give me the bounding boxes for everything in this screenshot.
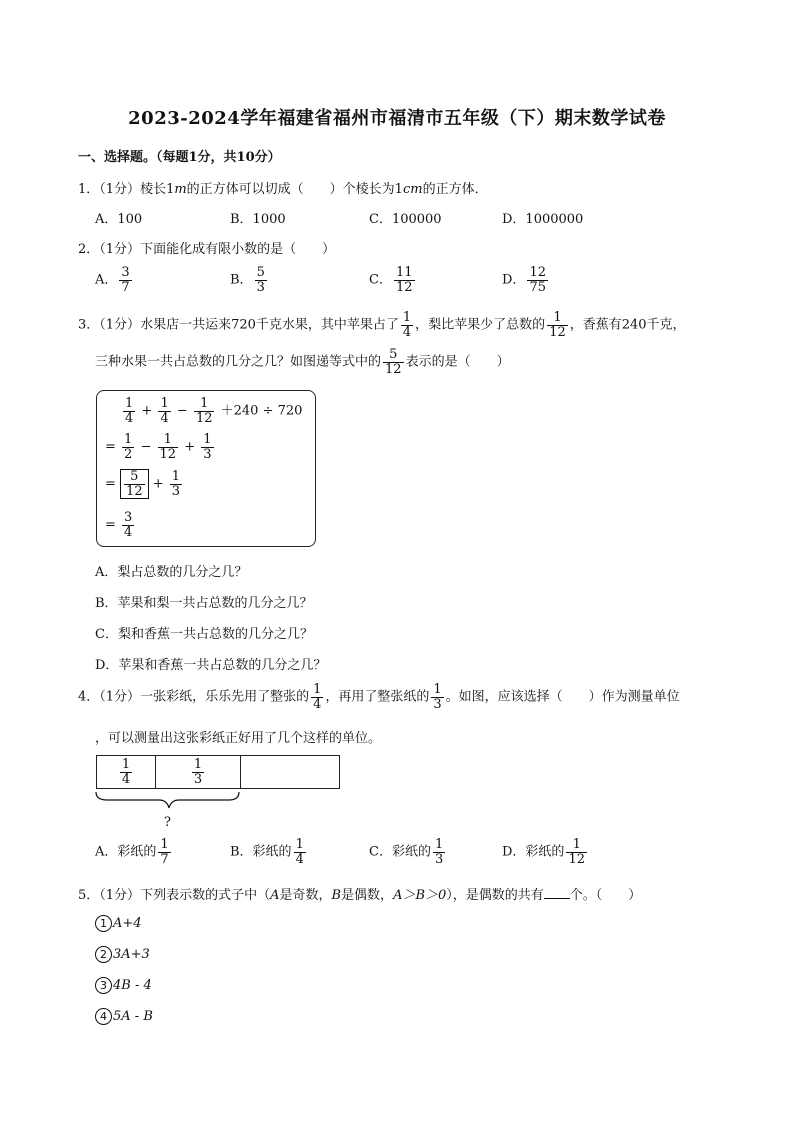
fraction xyxy=(394,266,415,294)
statement-2 xyxy=(95,946,150,963)
strip-segment-third xyxy=(156,756,241,788)
question-text: ，梨比苹果少了总数的 xyxy=(415,317,546,333)
numerator: 1 xyxy=(193,756,203,772)
denominator: 3 xyxy=(433,696,442,712)
denominator: 3 xyxy=(171,483,181,499)
question-2 xyxy=(78,238,335,257)
fraction xyxy=(123,397,135,425)
question-3-line-2 xyxy=(95,348,510,376)
option-c[interactable]: C．梨和香蕉一共占总数的几分之几？ xyxy=(95,627,313,642)
numerator: 1 xyxy=(171,469,181,484)
question-text: 个。（ ） xyxy=(569,888,642,903)
numerator: 1 xyxy=(163,432,172,447)
question-text: 下面能化成有限小数的是（ ） xyxy=(140,242,336,257)
calculation-box xyxy=(96,390,316,547)
question-score: （1分） xyxy=(99,317,141,333)
expression: 3A+3 xyxy=(113,947,150,962)
option-b[interactable]: B．1000 xyxy=(230,212,286,227)
option-a[interactable] xyxy=(95,838,173,866)
option-a[interactable] xyxy=(95,266,134,294)
answer-blank[interactable] xyxy=(544,886,570,899)
option-c[interactable]: C．100000 xyxy=(369,212,442,227)
denominator: 7 xyxy=(121,279,130,295)
question-score: （1分） xyxy=(99,888,141,903)
denominator: 3 xyxy=(434,851,444,867)
fraction xyxy=(201,433,213,461)
numerator: 1 xyxy=(553,310,562,325)
numerator: 11 xyxy=(395,265,413,280)
expression: A+4 xyxy=(113,916,142,931)
denominator: 12 xyxy=(385,361,402,377)
expression-rest: ＋240 ÷ 720 xyxy=(220,403,303,419)
question-text: 三种水果一共占总数的几分之几？如图递等式中的 xyxy=(95,354,382,370)
numerator: 1 xyxy=(160,837,169,852)
calc-line-1 xyxy=(121,397,302,425)
option-a[interactable]: A．100 xyxy=(95,212,143,227)
option-b[interactable] xyxy=(230,266,269,294)
fraction xyxy=(170,470,182,498)
question-text: 棱长1 xyxy=(140,182,175,197)
question-4 xyxy=(78,683,680,711)
option-d[interactable]: D．苹果和香蕉一共占总数的几分之几？ xyxy=(95,658,327,673)
option-d[interactable] xyxy=(502,266,550,294)
numerator: 3 xyxy=(121,265,130,280)
option-c[interactable] xyxy=(369,266,417,294)
numerator: 5 xyxy=(389,347,398,362)
numerator: 1 xyxy=(125,396,134,411)
denominator: 3 xyxy=(203,446,212,462)
operator: − xyxy=(140,439,152,455)
numerator: 12 xyxy=(529,265,546,280)
question-number: 1． xyxy=(78,182,100,197)
question-text: 是奇数， xyxy=(279,888,332,903)
question-text: ，香蕉有240千克， xyxy=(569,317,686,333)
question-5 xyxy=(78,884,641,903)
fraction xyxy=(158,397,170,425)
fraction xyxy=(158,838,170,866)
brace-label: ? xyxy=(164,815,171,830)
operator: + xyxy=(152,476,164,492)
circled-number-icon: 2 xyxy=(95,946,112,963)
question-text: 的正方体． xyxy=(422,182,488,197)
fraction xyxy=(547,311,568,339)
option-label: A．彩纸的 xyxy=(95,844,157,860)
operator: − xyxy=(176,403,188,419)
numerator: 1 xyxy=(572,837,581,852)
fraction xyxy=(527,266,548,294)
question-text: 下列表示数的式子中（ xyxy=(140,888,271,903)
unit-m: m xyxy=(174,182,187,197)
denominator: 4 xyxy=(295,851,304,867)
fraction xyxy=(124,470,145,498)
option-label: D． xyxy=(502,272,526,288)
denominator: 12 xyxy=(395,279,413,295)
numerator: 5 xyxy=(256,265,265,280)
question-number: 4． xyxy=(78,689,100,705)
numerator: 3 xyxy=(124,510,133,525)
denominator: 12 xyxy=(159,446,177,462)
equals-sign: = xyxy=(105,439,116,455)
option-label: B． xyxy=(230,272,253,288)
option-a[interactable]: A．梨占总数的几分之几？ xyxy=(95,565,248,580)
condition: A＞B＞0 xyxy=(393,888,447,903)
numerator: 1 xyxy=(313,682,322,697)
strip-segment-quarter xyxy=(97,756,156,788)
option-d[interactable] xyxy=(502,838,589,866)
numerator: 1 xyxy=(124,432,133,447)
section-heading: 一、选择题。（每题1分，共10分） xyxy=(78,150,281,165)
fraction xyxy=(433,838,445,866)
operator: + xyxy=(184,439,196,455)
calc-line-4 xyxy=(105,511,136,539)
operator: + xyxy=(141,403,153,419)
option-d[interactable]: D．1000000 xyxy=(502,212,584,227)
option-label: C． xyxy=(369,272,392,288)
denominator: 3 xyxy=(193,771,203,787)
denominator: 12 xyxy=(568,851,585,867)
expression: 5A - B xyxy=(113,1009,153,1024)
option-b[interactable]: B．苹果和梨一共占总数的几分之几？ xyxy=(95,596,313,611)
fraction xyxy=(122,433,134,461)
denominator: 2 xyxy=(124,446,133,462)
question-text: 水果店一共运来720千克水果，其中苹果占了 xyxy=(140,317,399,333)
question-number: 3． xyxy=(78,317,100,333)
fraction xyxy=(431,683,443,711)
strip-segment-remaining xyxy=(241,756,339,788)
option-label: A． xyxy=(95,272,118,288)
question-1 xyxy=(78,178,488,197)
boxed-fraction xyxy=(120,469,149,499)
option-c[interactable] xyxy=(369,838,447,866)
denominator: 12 xyxy=(126,483,143,499)
fraction xyxy=(158,433,179,461)
denominator: 4 xyxy=(125,410,134,426)
fraction xyxy=(383,348,404,376)
statement-4 xyxy=(95,1008,153,1025)
question-4-line-2: ，可以测量出这张彩纸正好用了几个这样的单位。 xyxy=(95,731,382,746)
fraction xyxy=(122,511,134,539)
fraction xyxy=(192,758,204,786)
denominator: 4 xyxy=(121,771,131,787)
question-text: ，再用了整张纸的 xyxy=(325,689,430,705)
unit-cm: cm xyxy=(402,182,423,197)
question-score: （1分） xyxy=(99,242,141,257)
calc-line-3 xyxy=(105,469,184,499)
statement-1 xyxy=(95,915,142,932)
brace-icon xyxy=(93,790,243,814)
denominator: 75 xyxy=(529,279,546,295)
question-score: （1分） xyxy=(99,182,141,197)
question-text: 的正方体可以切成（ ）个棱长为1 xyxy=(186,182,403,197)
denominator: 4 xyxy=(402,324,412,340)
fraction xyxy=(311,683,323,711)
circled-number-icon: 1 xyxy=(95,915,112,932)
circled-number-icon: 4 xyxy=(95,1008,112,1025)
calc-line-2 xyxy=(105,433,216,461)
denominator: 3 xyxy=(256,279,265,295)
page-title: 2023-2024学年福建省福州市福清市五年级（下）期末数学试卷 xyxy=(128,108,666,129)
equals-sign: = xyxy=(105,476,116,492)
option-label: B．彩纸的 xyxy=(230,844,292,860)
fraction xyxy=(119,266,131,294)
expression: 4B - 4 xyxy=(113,978,152,993)
numerator: 1 xyxy=(160,396,169,411)
statement-3 xyxy=(95,977,152,994)
fraction xyxy=(566,838,587,866)
question-text: 是偶数， xyxy=(341,888,394,903)
option-b[interactable] xyxy=(230,838,308,866)
question-score: （1分） xyxy=(99,689,141,705)
option-label: D．彩纸的 xyxy=(502,844,565,860)
question-text: ），是偶数的共有 xyxy=(446,888,544,903)
fraction xyxy=(401,311,413,339)
fraction xyxy=(255,266,267,294)
question-text: 表示的是（ ） xyxy=(405,354,510,370)
option-label: C．彩纸的 xyxy=(369,844,431,860)
denominator: 12 xyxy=(549,324,566,340)
question-number: 5． xyxy=(78,888,100,903)
numerator: 1 xyxy=(433,682,442,697)
numerator: 1 xyxy=(121,756,131,772)
circled-number-icon: 3 xyxy=(95,977,112,994)
fraction xyxy=(120,758,132,786)
numerator: 1 xyxy=(200,396,209,411)
question-text: 。如图，应该选择（ ）作为测量单位 xyxy=(445,689,680,705)
numerator: 1 xyxy=(295,837,304,852)
denominator: 12 xyxy=(195,410,213,426)
question-text: 一张彩纸，乐乐先用了整张的 xyxy=(140,689,310,705)
fraction xyxy=(294,838,306,866)
denominator: 7 xyxy=(160,851,169,867)
paper-strip-diagram xyxy=(96,755,340,789)
question-number: 2． xyxy=(78,242,100,257)
denominator: 4 xyxy=(313,696,322,712)
numerator: 1 xyxy=(203,432,212,447)
numerator: 5 xyxy=(130,469,139,484)
numerator: 1 xyxy=(402,310,412,325)
variable-a: A xyxy=(270,888,280,903)
numerator: 1 xyxy=(434,837,444,852)
equals-sign: = xyxy=(105,517,116,533)
variable-b: B xyxy=(331,888,342,903)
denominator: 4 xyxy=(124,524,133,540)
denominator: 4 xyxy=(160,410,169,426)
fraction xyxy=(194,397,215,425)
question-3 xyxy=(78,311,686,339)
